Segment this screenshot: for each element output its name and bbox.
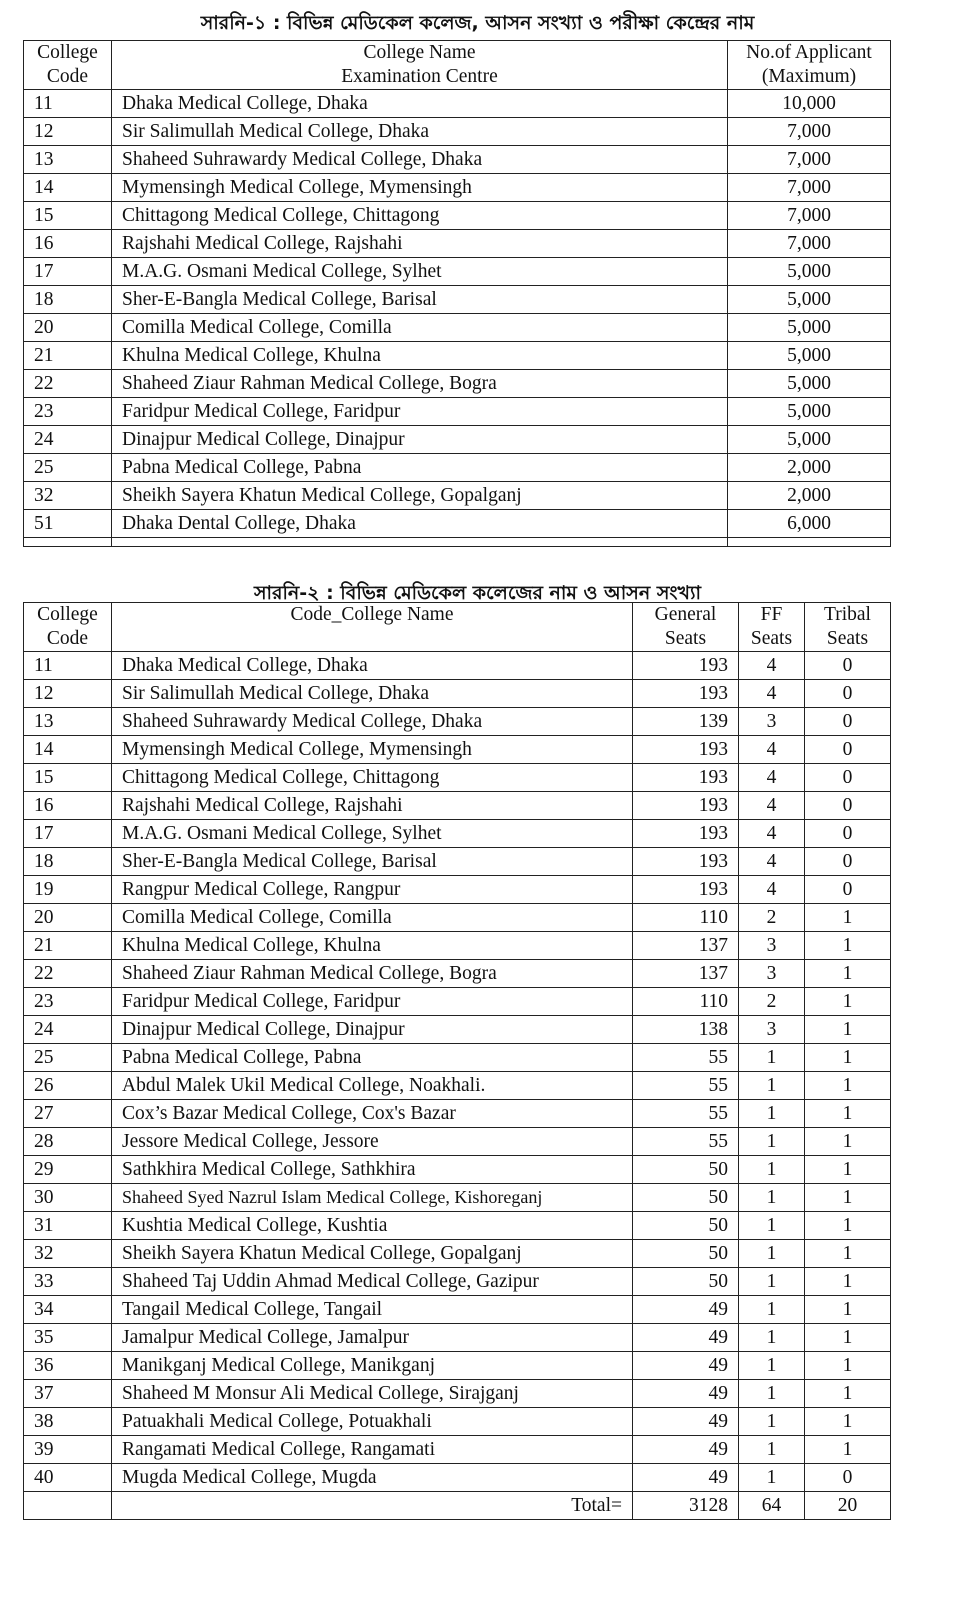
table-row — [24, 1268, 891, 1296]
general-seats-cell: 137 — [633, 932, 739, 960]
college-code-cell: 27 — [24, 1100, 112, 1128]
college-name-cell: Shaheed Suhrawardy Medical College, Dhaka — [112, 146, 728, 174]
college-code-cell: 17 — [24, 820, 112, 848]
general-seats-cell: 193 — [633, 876, 739, 904]
college-name-cell: Rangamati Medical College, Rangamati — [112, 1436, 633, 1464]
college-code-cell: 31 — [24, 1212, 112, 1240]
college-code-cell: 22 — [24, 960, 112, 988]
college-name-cell: Sathkhira Medical College, Sathkhira — [112, 1156, 633, 1184]
tribal-seats-cell: 1 — [805, 1128, 891, 1156]
college-code-cell: 14 — [24, 736, 112, 764]
college-code-cell: 12 — [24, 118, 112, 146]
table-row — [24, 426, 891, 454]
header-applicants — [728, 41, 891, 90]
table-row — [24, 1156, 891, 1184]
general-seats-cell: 50 — [633, 1268, 739, 1296]
college-code-cell: 20 — [24, 314, 112, 342]
tribal-seats-cell: 0 — [805, 652, 891, 680]
college-name-cell: Sir Salimullah Medical College, Dhaka — [112, 680, 633, 708]
table-row — [24, 960, 891, 988]
tribal-seats-cell: 1 — [805, 1380, 891, 1408]
table-row — [24, 342, 891, 370]
college-name-cell: Khulna Medical College, Khulna — [112, 932, 633, 960]
college-name-cell: Pabna Medical College, Pabna — [112, 454, 728, 482]
ff-seats-cell: 2 — [739, 988, 805, 1016]
total-general: 3128 — [633, 1492, 739, 1520]
college-name-cell: Shaheed Syed Nazrul Islam Medical College, Kishoreganj — [112, 1184, 633, 1212]
college-name-cell: Cox’s Bazar Medical College, Cox's Bazar — [112, 1100, 633, 1128]
table-row — [24, 904, 891, 932]
college-code-cell: 23 — [24, 398, 112, 426]
empty-cell — [728, 538, 891, 547]
college-code-cell: 22 — [24, 370, 112, 398]
table-row — [24, 932, 891, 960]
ff-seats-cell: 4 — [739, 652, 805, 680]
college-code-cell: 11 — [24, 652, 112, 680]
tribal-seats-cell: 1 — [805, 1072, 891, 1100]
applicant-count-cell: 6,000 — [728, 510, 891, 538]
ff-seats-cell: 1 — [739, 1324, 805, 1352]
tribal-seats-cell: 0 — [805, 764, 891, 792]
college-code-cell: 16 — [24, 792, 112, 820]
table-row — [24, 1436, 891, 1464]
header-line: FF — [760, 604, 783, 625]
table-row — [24, 1044, 891, 1072]
general-seats-cell: 49 — [633, 1296, 739, 1324]
tribal-seats-cell: 1 — [805, 1324, 891, 1352]
college-name-cell: Sir Salimullah Medical College, Dhaka — [112, 118, 728, 146]
table-row — [24, 454, 891, 482]
ff-seats-cell: 1 — [739, 1156, 805, 1184]
college-code-cell: 13 — [24, 146, 112, 174]
table-row — [24, 876, 891, 904]
header-college-code — [24, 603, 112, 652]
college-name-cell: Mymensingh Medical College, Mymensingh — [112, 174, 728, 202]
tribal-seats-cell: 1 — [805, 1212, 891, 1240]
college-name-cell: Pabna Medical College, Pabna — [112, 1044, 633, 1072]
table-row — [24, 708, 891, 736]
table-row — [24, 1016, 891, 1044]
header-line: Tribal — [824, 604, 871, 625]
tribal-seats-cell: 1 — [805, 1044, 891, 1072]
ff-seats-cell: 4 — [739, 792, 805, 820]
applicant-count-cell: 5,000 — [728, 314, 891, 342]
college-code-cell: 12 — [24, 680, 112, 708]
table-row — [24, 1408, 891, 1436]
college-code-cell: 36 — [24, 1352, 112, 1380]
table-row — [24, 764, 891, 792]
college-code-cell: 18 — [24, 286, 112, 314]
college-code-cell: 34 — [24, 1296, 112, 1324]
college-name-cell: Sheikh Sayera Khatun Medical College, Gopalganj — [112, 482, 728, 510]
ff-seats-cell: 1 — [739, 1380, 805, 1408]
applicant-count-cell: 2,000 — [728, 454, 891, 482]
college-code-cell: 17 — [24, 258, 112, 286]
general-seats-cell: 49 — [633, 1324, 739, 1352]
header-line: Code_College Name — [290, 604, 454, 625]
table-row — [24, 90, 891, 118]
general-seats-cell: 49 — [633, 1352, 739, 1380]
total-tribal: 20 — [805, 1492, 891, 1520]
college-code-cell: 15 — [24, 202, 112, 230]
tribal-seats-cell: 1 — [805, 1352, 891, 1380]
college-name-cell: Jessore Medical College, Jessore — [112, 1128, 633, 1156]
header-code-college-name — [112, 603, 633, 652]
tribal-seats-cell: 1 — [805, 932, 891, 960]
ff-seats-cell: 1 — [739, 1352, 805, 1380]
general-seats-cell: 193 — [633, 736, 739, 764]
college-code-cell: 13 — [24, 708, 112, 736]
ff-seats-cell: 2 — [739, 904, 805, 932]
college-name-cell: Patuakhali Medical College, Potuakhali — [112, 1408, 633, 1436]
college-code-cell: 11 — [24, 90, 112, 118]
general-seats-cell: 110 — [633, 904, 739, 932]
college-code-cell: 37 — [24, 1380, 112, 1408]
college-code-cell: 30 — [24, 1184, 112, 1212]
tribal-seats-cell: 0 — [805, 708, 891, 736]
tribal-seats-cell: 0 — [805, 736, 891, 764]
college-name-cell: Dhaka Medical College, Dhaka — [112, 90, 728, 118]
table-row — [24, 988, 891, 1016]
college-code-cell: 25 — [24, 454, 112, 482]
college-name-cell: Comilla Medical College, Comilla — [112, 904, 633, 932]
general-seats-cell: 55 — [633, 1072, 739, 1100]
applicant-count-cell: 7,000 — [728, 202, 891, 230]
applicant-count-cell: 5,000 — [728, 286, 891, 314]
table-row — [24, 848, 891, 876]
tribal-seats-cell: 0 — [805, 792, 891, 820]
college-code-cell: 15 — [24, 764, 112, 792]
table-row — [24, 1212, 891, 1240]
table-row — [24, 230, 891, 258]
college-code-cell: 38 — [24, 1408, 112, 1436]
applicant-count-cell: 10,000 — [728, 90, 891, 118]
table2-header-row — [24, 603, 891, 652]
applicant-count-cell: 7,000 — [728, 174, 891, 202]
header-line: Code — [46, 628, 89, 649]
college-name-cell: Kushtia Medical College, Kushtia — [112, 1212, 633, 1240]
general-seats-cell: 193 — [633, 652, 739, 680]
table-row — [24, 792, 891, 820]
header-line: Seats — [664, 628, 707, 649]
college-name-cell: Mymensingh Medical College, Mymensingh — [112, 736, 633, 764]
college-code-cell: 19 — [24, 876, 112, 904]
table-row — [24, 1072, 891, 1100]
college-code-cell: 24 — [24, 1016, 112, 1044]
tribal-seats-cell: 0 — [805, 876, 891, 904]
general-seats-cell: 193 — [633, 764, 739, 792]
header-line: College Name — [363, 42, 476, 63]
college-code-cell: 28 — [24, 1128, 112, 1156]
ff-seats-cell: 1 — [739, 1100, 805, 1128]
tribal-seats-cell: 1 — [805, 1100, 891, 1128]
header-college-code — [24, 41, 112, 90]
table-row — [24, 652, 891, 680]
general-seats-cell: 193 — [633, 848, 739, 876]
table-row — [24, 1100, 891, 1128]
table-row — [24, 510, 891, 538]
table-row — [24, 1352, 891, 1380]
general-seats-cell: 193 — [633, 820, 739, 848]
ff-seats-cell: 3 — [739, 708, 805, 736]
college-name-cell: Tangail Medical College, Tangail — [112, 1296, 633, 1324]
general-seats-cell: 49 — [633, 1464, 739, 1492]
empty-cell — [24, 538, 112, 547]
table-row — [24, 146, 891, 174]
college-name-cell: Rajshahi Medical College, Rajshahi — [112, 792, 633, 820]
general-seats-cell: 110 — [633, 988, 739, 1016]
header-college-name — [112, 41, 728, 90]
college-code-cell: 21 — [24, 932, 112, 960]
college-name-cell: Sheikh Sayera Khatun Medical College, Gopalganj — [112, 1240, 633, 1268]
ff-seats-cell: 4 — [739, 848, 805, 876]
table-row — [24, 1324, 891, 1352]
header-line: No.of Applicant — [746, 42, 872, 63]
total-row — [24, 1492, 891, 1520]
applicant-count-cell: 7,000 — [728, 230, 891, 258]
header-line: General — [654, 604, 717, 625]
college-name-cell: Faridpur Medical College, Faridpur — [112, 988, 633, 1016]
ff-seats-cell: 3 — [739, 960, 805, 988]
ff-seats-cell: 1 — [739, 1464, 805, 1492]
college-code-cell: 16 — [24, 230, 112, 258]
tribal-seats-cell: 1 — [805, 1016, 891, 1044]
table-row — [24, 258, 891, 286]
college-name-cell: Faridpur Medical College, Faridpur — [112, 398, 728, 426]
applicant-count-cell: 2,000 — [728, 482, 891, 510]
applicant-count-cell: 5,000 — [728, 398, 891, 426]
tribal-seats-cell: 1 — [805, 1184, 891, 1212]
header-line: College — [37, 604, 98, 625]
college-code-cell: 29 — [24, 1156, 112, 1184]
ff-seats-cell: 1 — [739, 1408, 805, 1436]
college-name-cell: Jamalpur Medical College, Jamalpur — [112, 1324, 633, 1352]
table-row — [24, 1184, 891, 1212]
college-name-cell: Comilla Medical College, Comilla — [112, 314, 728, 342]
general-seats-cell: 55 — [633, 1128, 739, 1156]
ff-seats-cell: 1 — [739, 1296, 805, 1324]
college-name-cell: Rajshahi Medical College, Rajshahi — [112, 230, 728, 258]
table-row — [24, 174, 891, 202]
applicant-count-cell: 7,000 — [728, 146, 891, 174]
tribal-seats-cell: 0 — [805, 1464, 891, 1492]
header-general-seats — [633, 603, 739, 652]
ff-seats-cell: 1 — [739, 1072, 805, 1100]
ff-seats-cell: 1 — [739, 1240, 805, 1268]
tribal-seats-cell: 1 — [805, 988, 891, 1016]
college-code-cell: 18 — [24, 848, 112, 876]
tribal-seats-cell: 1 — [805, 1408, 891, 1436]
general-seats-cell: 138 — [633, 1016, 739, 1044]
tribal-seats-cell: 1 — [805, 1436, 891, 1464]
ff-seats-cell: 4 — [739, 876, 805, 904]
tribal-seats-cell: 0 — [805, 820, 891, 848]
tribal-seats-cell: 1 — [805, 1156, 891, 1184]
college-code-cell: 14 — [24, 174, 112, 202]
table-row — [24, 1296, 891, 1324]
college-name-cell: Khulna Medical College, Khulna — [112, 342, 728, 370]
college-name-cell: Dinajpur Medical College, Dinajpur — [112, 426, 728, 454]
applicant-count-cell: 7,000 — [728, 118, 891, 146]
table-row — [24, 482, 891, 510]
college-name-cell: Shaheed M Monsur Ali Medical College, Sirajganj — [112, 1380, 633, 1408]
header-line: (Maximum) — [761, 66, 857, 87]
college-name-cell: M.A.G. Osmani Medical College, Sylhet — [112, 258, 728, 286]
ff-seats-cell: 4 — [739, 820, 805, 848]
applicant-table — [23, 40, 891, 547]
college-code-cell: 26 — [24, 1072, 112, 1100]
applicant-count-cell: 5,000 — [728, 426, 891, 454]
table-row — [24, 314, 891, 342]
table-row-empty — [24, 538, 891, 547]
general-seats-cell: 55 — [633, 1100, 739, 1128]
college-code-cell: 24 — [24, 426, 112, 454]
table-row — [24, 680, 891, 708]
total-empty-cell — [24, 1492, 112, 1520]
college-name-cell: Chittagong Medical College, Chittagong — [112, 202, 728, 230]
header-line: Examination Centre — [341, 66, 498, 87]
ff-seats-cell: 1 — [739, 1128, 805, 1156]
total-label: Total= — [112, 1492, 633, 1520]
college-name-cell: Dhaka Dental College, Dhaka — [112, 510, 728, 538]
general-seats-cell: 137 — [633, 960, 739, 988]
ff-seats-cell: 4 — [739, 736, 805, 764]
college-code-cell: 25 — [24, 1044, 112, 1072]
college-name-cell: Dhaka Medical College, Dhaka — [112, 652, 633, 680]
general-seats-cell: 55 — [633, 1044, 739, 1072]
general-seats-cell: 49 — [633, 1408, 739, 1436]
college-name-cell: Sher-E-Bangla Medical College, Barisal — [112, 848, 633, 876]
general-seats-cell: 139 — [633, 708, 739, 736]
header-line: Code — [46, 66, 89, 87]
college-code-cell: 39 — [24, 1436, 112, 1464]
general-seats-cell: 193 — [633, 792, 739, 820]
table2-title: সারনি-২ : বিভিন্ন মেডিকেল কলেজের নাম ও আসন সংখ্যা — [253, 582, 702, 604]
college-name-cell: Shaheed Ziaur Rahman Medical College, Bogra — [112, 370, 728, 398]
ff-seats-cell: 4 — [739, 680, 805, 708]
college-name-cell: Dinajpur Medical College, Dinajpur — [112, 1016, 633, 1044]
tribal-seats-cell: 1 — [805, 960, 891, 988]
table-row — [24, 398, 891, 426]
table-row — [24, 370, 891, 398]
general-seats-cell: 49 — [633, 1380, 739, 1408]
empty-cell — [112, 538, 728, 547]
general-seats-cell: 50 — [633, 1156, 739, 1184]
tribal-seats-cell: 1 — [805, 904, 891, 932]
table1-header-row — [24, 41, 891, 90]
applicant-count-cell: 5,000 — [728, 258, 891, 286]
table-row — [24, 1240, 891, 1268]
ff-seats-cell: 3 — [739, 1016, 805, 1044]
ff-seats-cell: 4 — [739, 764, 805, 792]
college-name-cell: Mugda Medical College, Mugda — [112, 1464, 633, 1492]
college-name-cell: Rangpur Medical College, Rangpur — [112, 876, 633, 904]
seats-table — [23, 602, 891, 1520]
header-line: Seats — [826, 628, 869, 649]
general-seats-cell: 49 — [633, 1436, 739, 1464]
header-ff-seats — [739, 603, 805, 652]
college-code-cell: 40 — [24, 1464, 112, 1492]
table-row — [24, 202, 891, 230]
college-name-cell: Chittagong Medical College, Chittagong — [112, 764, 633, 792]
table-row — [24, 1128, 891, 1156]
ff-seats-cell: 1 — [739, 1044, 805, 1072]
college-code-cell: 23 — [24, 988, 112, 1016]
college-name-cell: Shaheed Suhrawardy Medical College, Dhaka — [112, 708, 633, 736]
college-code-cell: 32 — [24, 482, 112, 510]
table-row — [24, 118, 891, 146]
header-tribal-seats — [805, 603, 891, 652]
college-name-cell: Manikganj Medical College, Manikganj — [112, 1352, 633, 1380]
table-row — [24, 286, 891, 314]
ff-seats-cell: 1 — [739, 1184, 805, 1212]
tribal-seats-cell: 0 — [805, 848, 891, 876]
tribal-seats-cell: 0 — [805, 680, 891, 708]
table-row — [24, 820, 891, 848]
applicant-count-cell: 5,000 — [728, 342, 891, 370]
college-name-cell: M.A.G. Osmani Medical College, Sylhet — [112, 820, 633, 848]
general-seats-cell: 193 — [633, 680, 739, 708]
college-name-cell: Abdul Malek Ukil Medical College, Noakhali. — [112, 1072, 633, 1100]
college-code-cell: 33 — [24, 1268, 112, 1296]
total-ff: 64 — [739, 1492, 805, 1520]
college-name-cell: Shaheed Ziaur Rahman Medical College, Bogra — [112, 960, 633, 988]
tribal-seats-cell: 1 — [805, 1296, 891, 1324]
college-code-cell: 32 — [24, 1240, 112, 1268]
college-code-cell: 20 — [24, 904, 112, 932]
college-name-cell: Sher-E-Bangla Medical College, Barisal — [112, 286, 728, 314]
general-seats-cell: 50 — [633, 1184, 739, 1212]
applicant-count-cell: 5,000 — [728, 370, 891, 398]
table-row — [24, 736, 891, 764]
college-code-cell: 21 — [24, 342, 112, 370]
college-name-cell: Shaheed Taj Uddin Ahmad Medical College, Gazipur — [112, 1268, 633, 1296]
ff-seats-cell: 3 — [739, 932, 805, 960]
ff-seats-cell: 1 — [739, 1268, 805, 1296]
table-row — [24, 1464, 891, 1492]
general-seats-cell: 50 — [633, 1212, 739, 1240]
table1-title: সারনি-১ : বিভিন্ন মেডিকেল কলেজ, আসন সংখ্যা ও পরীক্ষা কেন্দ্রের নাম — [200, 12, 755, 34]
table-row — [24, 1380, 891, 1408]
ff-seats-cell: 1 — [739, 1212, 805, 1240]
tribal-seats-cell: 1 — [805, 1268, 891, 1296]
college-code-cell: 35 — [24, 1324, 112, 1352]
college-code-cell: 51 — [24, 510, 112, 538]
header-line: Seats — [750, 628, 793, 649]
tribal-seats-cell: 1 — [805, 1240, 891, 1268]
header-line: College — [37, 42, 98, 63]
general-seats-cell: 50 — [633, 1240, 739, 1268]
ff-seats-cell: 1 — [739, 1436, 805, 1464]
